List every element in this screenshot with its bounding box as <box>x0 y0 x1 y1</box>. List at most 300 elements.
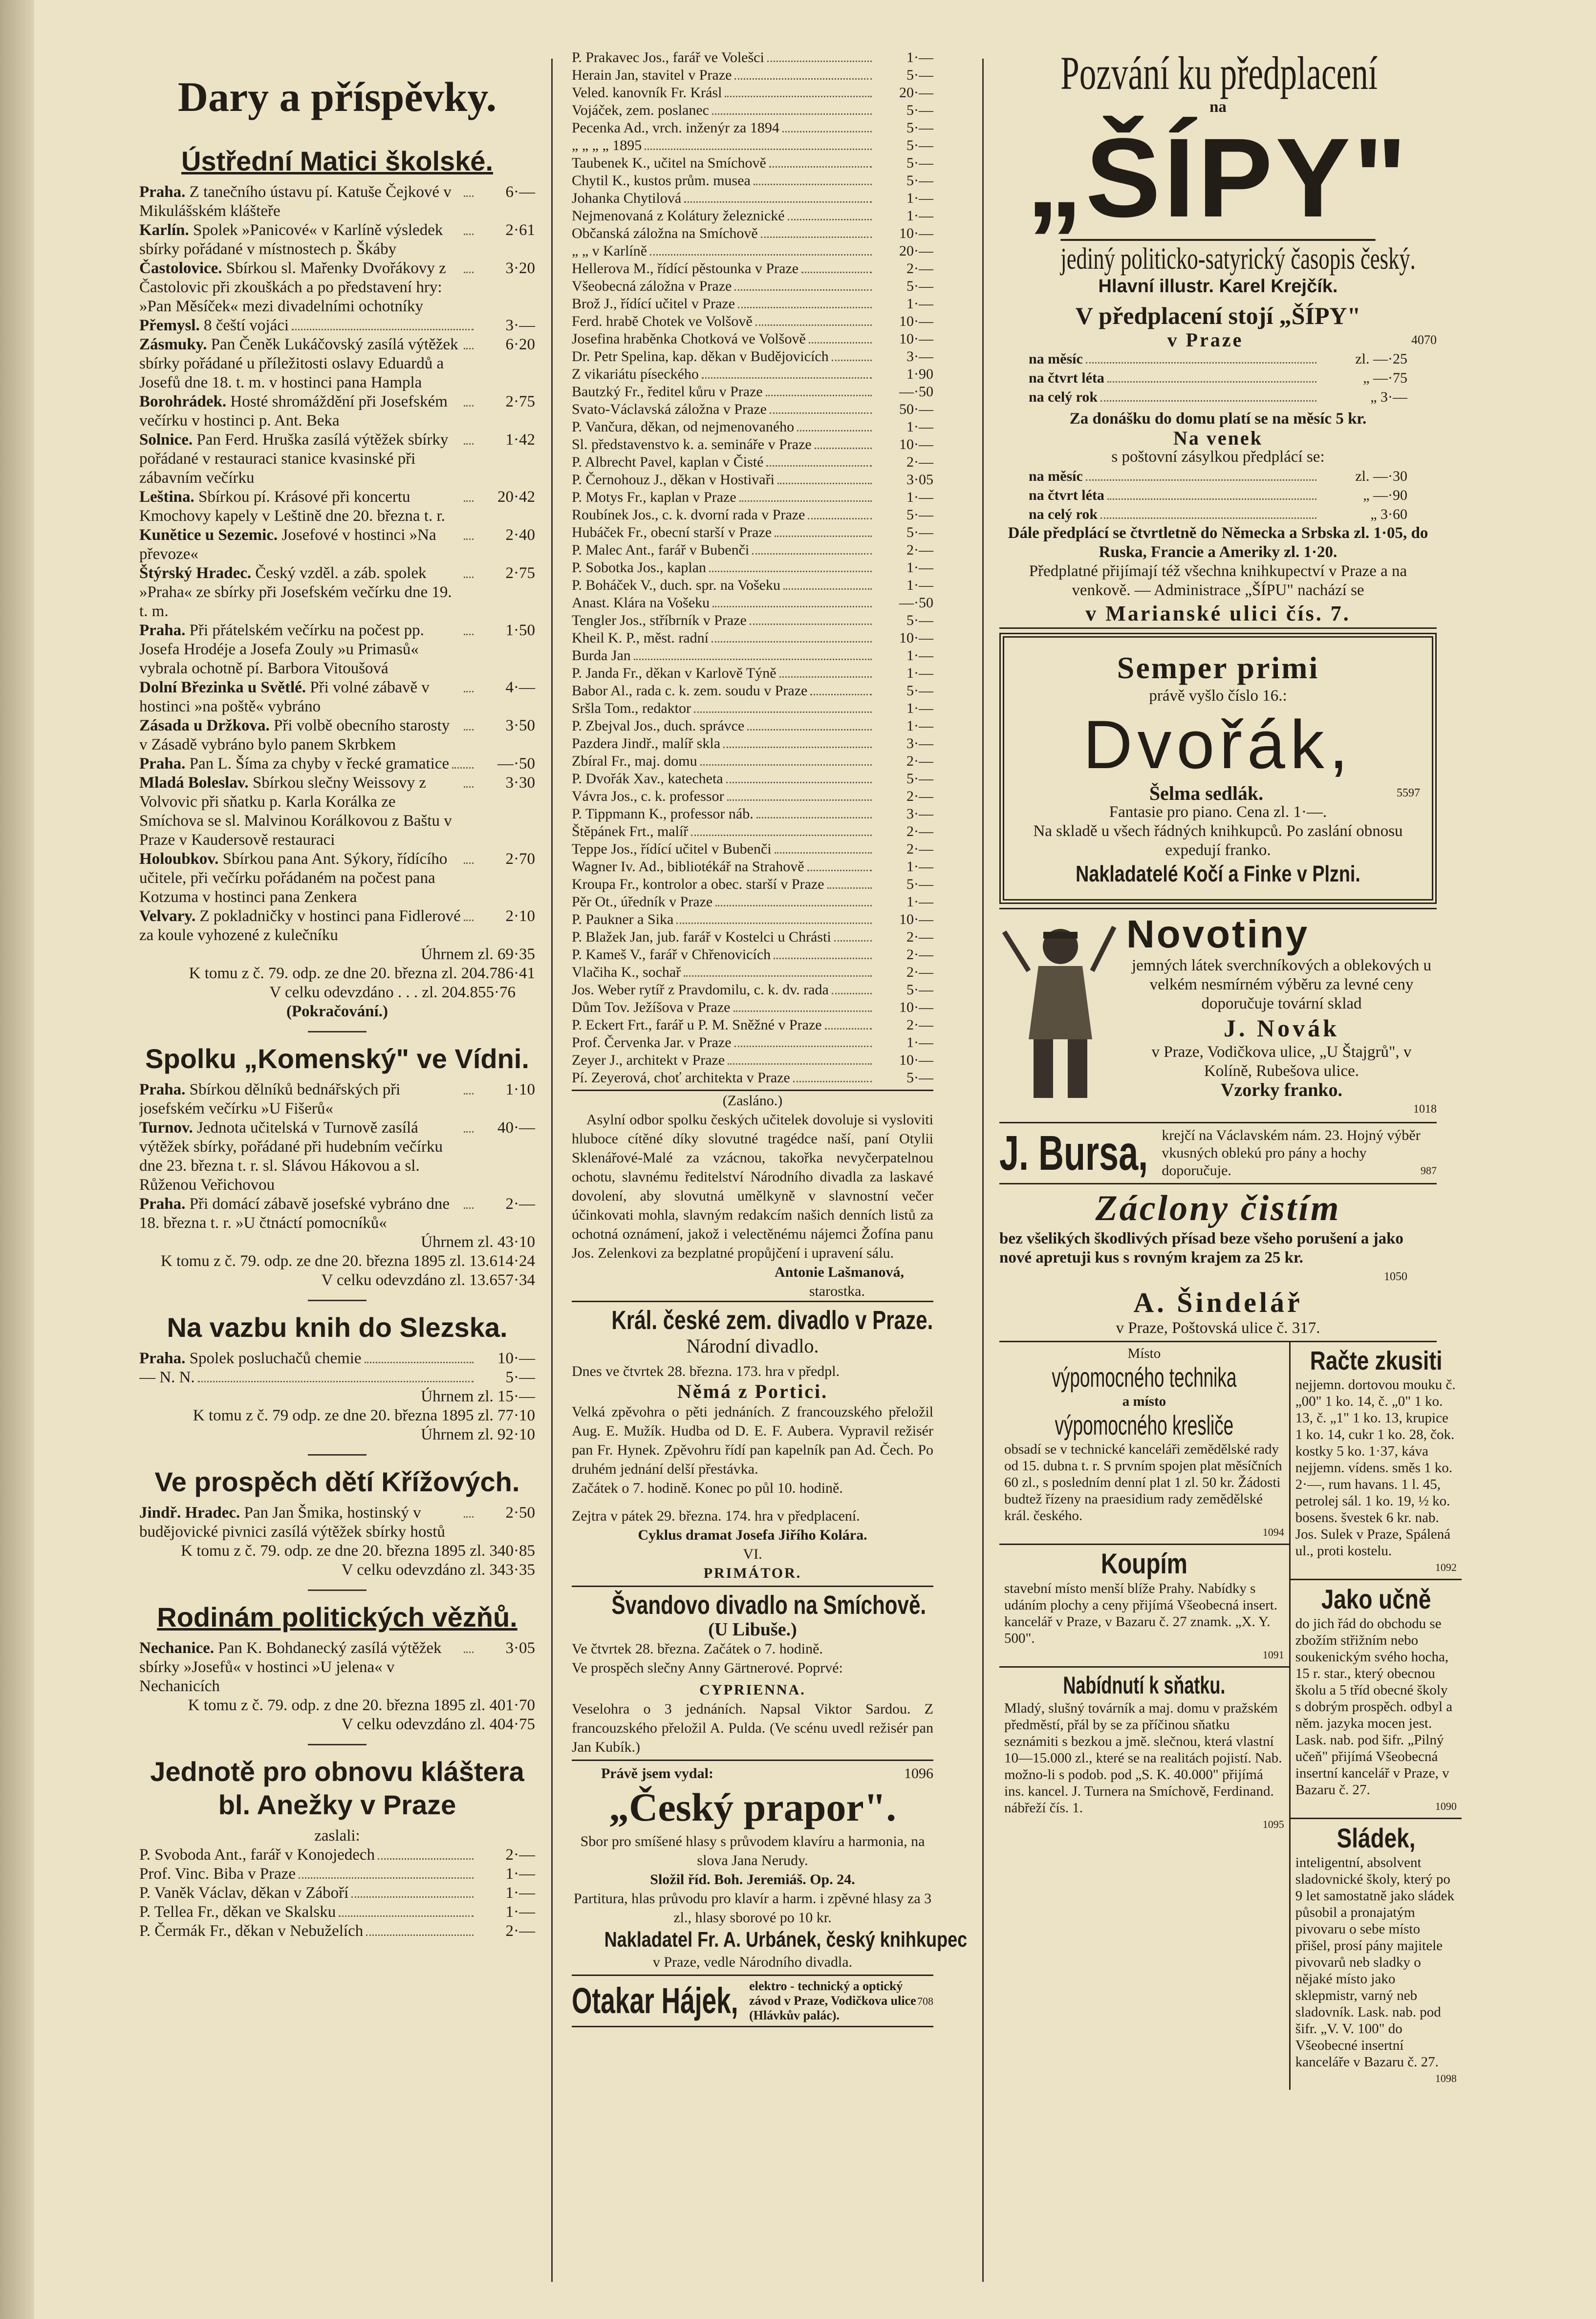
entry-text: Ferd. hrabě Chotek ve Volšově <box>572 313 753 329</box>
play-description: Velká zpěvohra o pěti jednáních. Z francouzského přeložil Aug. E. Mužík. Hudba od D. E. F. Aubera. Vypravil režisér pan Fr. Hynek. Zpěvohru řídí pan kapelník pan Ad. Čech. Po druhém jednání delší přestávka. <box>572 1404 933 1477</box>
leader-dots <box>770 412 872 414</box>
leader-dots <box>464 786 474 788</box>
entry-amount: —·50 <box>497 755 535 773</box>
leader-dots <box>815 448 872 449</box>
entry-amount: 1·90 <box>906 366 933 382</box>
zaclony-text: bez všelikých škodlivých přísad beze všeho porušení a jako nové apretuji kus s rovným krajem za 25 kr. <box>999 1230 1403 1267</box>
donation-entry <box>139 259 535 316</box>
donation-list <box>139 1503 535 1542</box>
entry-amount: 2·— <box>505 1846 535 1864</box>
ad-number: 4070 <box>1411 333 1437 347</box>
price-row <box>1029 467 1407 486</box>
price-value: „ —·75 <box>1363 370 1407 386</box>
entry-place: Borohrádek. <box>139 393 227 410</box>
donation-entry <box>139 1368 535 1387</box>
entry-place: Přemysl. <box>139 317 200 334</box>
leader-dots <box>712 641 872 643</box>
entry-text: Sl. představenstvo k. a. semináře v Praze <box>572 436 812 452</box>
entry-text: Jos. Weber rytíř z Pravdomilu, c. k. dv. rada <box>572 982 829 998</box>
leader-dots <box>464 538 474 540</box>
previous-line: K tomu z č. 79. odp. ze dne 20. března 1895 zl. 340·85 <box>181 1542 535 1560</box>
company-name: Otakar Hájek, <box>572 1980 738 2021</box>
ad-text: Sbor pro smíšené hlasy s průvodem klavíru a harmonia, na slova Jana Nerudy. <box>580 1833 925 1868</box>
entry-amount: 2·61 <box>505 221 535 239</box>
leader-dots <box>793 1081 872 1082</box>
donation-entry <box>572 840 933 858</box>
leader-dots <box>464 195 474 197</box>
entry-text: Roubínek Jos., c. k. dvorní rada v Praze <box>572 507 805 523</box>
donation-entry <box>572 682 933 700</box>
sipy-outside: Na venek <box>1173 427 1263 449</box>
entry-text: Herain Jan, stavitel v Praze <box>572 67 732 83</box>
entry-amount: 10·— <box>899 225 933 241</box>
ad-number: 1092 <box>1435 1561 1457 1573</box>
entry-text: P. Zbejval Jos., duch. správce <box>572 718 745 734</box>
donation-entry <box>139 430 535 488</box>
entry-amount: 5·— <box>906 507 933 523</box>
entry-text: „ „ „ „ 1895 <box>572 137 642 153</box>
donation-entry <box>572 102 933 119</box>
donation-entry <box>572 1016 933 1034</box>
price-label: na čtvrt léta <box>1029 487 1104 503</box>
leader-dots <box>684 975 872 977</box>
donation-entry <box>572 49 933 66</box>
column-rule-1 <box>551 59 553 2282</box>
entry-text: „ „ v Karlíně <box>572 243 647 259</box>
ad-number: 1091 <box>1262 1649 1284 1661</box>
donation-list <box>139 1639 535 1696</box>
donation-entry <box>572 154 933 172</box>
donation-entry <box>139 1639 535 1696</box>
entry-amount: 1·— <box>906 296 933 312</box>
entry-text: Nejmenovaná z Kolátury železnické <box>572 208 785 224</box>
entry-text: — N. N. <box>139 1369 195 1386</box>
bursa-name: J. Bursa, <box>999 1126 1148 1181</box>
entry-text: P. Čermák Fr., děkan v Nebuželích <box>139 1922 364 1940</box>
performance-line: Ve čtvrtek 28. března. Začátek o 7. hodině. <box>572 1641 823 1657</box>
entry-text: P. Albrecht Pavel, kaplan v Čisté <box>572 454 764 470</box>
leader-dots <box>634 659 872 660</box>
price-row <box>1029 368 1407 387</box>
ad-text: inteligentní, absolvent sladovnické školy, který po 9 let samostatně jako sládek působil a pronajatým pivovaru o sebe místo přišel, prosí pány majitele pivovarů neb sladky o nějaké místo jako sklepmistr, varný neb sladovník. Lask. nab. pod šifr. „V. V. 100" do Všeobecné insertní kanceláře v Bazaru č. 27. <box>1295 1855 1455 2070</box>
entry-text: Vojáček, zem. poslanec <box>572 102 710 118</box>
leader-dots <box>725 96 872 97</box>
leader-dots <box>1100 517 1316 519</box>
leader-dots <box>754 184 872 185</box>
entry-text: Kheil K. P., měst. radní <box>572 630 709 646</box>
leader-dots <box>464 691 474 692</box>
leader-dots <box>750 623 872 625</box>
man-illustration <box>999 912 1122 1108</box>
leader-dots <box>464 405 474 407</box>
leader-dots <box>834 940 872 942</box>
leader-dots <box>797 430 872 431</box>
entry-text: Hellerova M., řídící pěstounka v Praze <box>572 260 799 277</box>
zaslano-text: Asylní odbor spolku českých učitelek dovoluje si vysloviti hluboce cítěné díky slovutné tragédce naší, paní Otylii Sklenářové-Malé za vzácnou, takořka nevyčerpatelnou ochotu, slavnému ředitelství Národního divadla za laskavé dovolení, aby slovutná umělkyně v slavnostní večer účinkovati mohla, slavným redakcím našich denních listů za ochotná oznámení, jakož i velectěnému nájemci Žofína panu Jos. Zelenkovi za bezplatné propůjčení i upravení sálu. <box>572 1112 933 1261</box>
entry-text: Občanská záložna na Smíchově <box>572 225 758 241</box>
section-heading: Ústřední Matici školské. <box>181 146 493 176</box>
sum-line: Úhrnem zl. 15·— <box>421 1388 535 1405</box>
price-value: „ 3·60 <box>1370 506 1407 522</box>
entry-amount: 2·— <box>505 1922 535 1940</box>
entry-amount: 1·— <box>906 577 933 593</box>
entry-amount: 1·— <box>505 1865 535 1883</box>
donation-entry <box>139 392 535 430</box>
ad-number: 1094 <box>1262 1526 1284 1538</box>
price-row <box>1029 505 1407 524</box>
ad-intro: Právě jsem vydal: <box>601 1765 713 1782</box>
entry-amount: 1·10 <box>505 1081 535 1098</box>
leader-dots <box>464 1093 474 1095</box>
donation-entry <box>572 647 933 665</box>
entry-text: Zbíral Fr., maj. domu <box>572 753 697 769</box>
theatre-heading: Král. české zem. divadlo v Praze. <box>611 1306 933 1335</box>
play-title: PRIMÁTOR. <box>703 1565 802 1581</box>
publisher-name: Nakladatel Fr. A. Urbánek, český knihkupec <box>604 1928 968 1952</box>
leader-dots <box>726 782 872 783</box>
leader-dots <box>464 634 474 635</box>
donation-entry <box>572 717 933 735</box>
donation-entry <box>572 436 933 453</box>
entry-text: P. Kameš V., farář v Chřenovicích <box>572 946 771 963</box>
leader-dots <box>452 767 474 769</box>
entry-place: Praha. <box>139 183 186 201</box>
leader-dots <box>738 307 872 308</box>
leader-dots <box>464 443 474 445</box>
donation-entry <box>139 1846 535 1865</box>
sipy-invitation: Pozvání ku předplacení <box>1060 47 1378 99</box>
separator <box>308 1589 367 1591</box>
donation-entry <box>572 84 933 102</box>
entry-text: Prof. Vinc. Biba v Praze <box>139 1865 296 1883</box>
donation-entry <box>572 348 933 365</box>
donation-entry <box>572 278 933 295</box>
entry-text: Při domácí zábavě josefské vybráno dne 18. března t. r. »U čtnáctí pomocníků« <box>139 1195 450 1232</box>
entry-text: Sbírkou slečny Weissovy z Volvovic při sňatku p. Karla Korálka ze Smíchova se sl. Malvinou Korálkovou z Baštu v Praze v Kaudersově restauraci <box>139 774 452 849</box>
play-description: Veselohra o 3 jednáních. Napsal Viktor Sardou. Z francouzského přeložil A. Pulda. (Ve scénu uvedl režisér pan Jan Kubík.) <box>572 1701 933 1755</box>
leader-dots <box>198 1381 474 1382</box>
entry-text: Prof. Červenka Jar. v Praze <box>572 1034 732 1051</box>
zaslano-heading: (Zasláno.) <box>722 1093 783 1109</box>
entry-amount: 5·— <box>906 67 933 83</box>
previous-line: K tomu z č. 79. odp. z dne 20. března 1895 zl. 401·70 <box>188 1696 535 1714</box>
entry-text: P. Blažek Jan, jub. farář v Kostelci u Chrásti <box>572 929 831 945</box>
entry-amount: 2·— <box>906 753 933 769</box>
leader-dots <box>775 536 872 537</box>
leader-dots <box>464 729 474 730</box>
leader-dots <box>464 272 474 273</box>
leader-dots <box>650 254 872 256</box>
leader-dots <box>691 835 872 836</box>
theatre-subheading: Národní divadlo. <box>686 1335 819 1357</box>
leader-dots <box>1100 400 1316 402</box>
entry-amount: 2·70 <box>505 850 535 868</box>
entry-amount: 2·— <box>505 1195 535 1213</box>
entry-amount: 1·— <box>906 718 933 734</box>
price-table <box>999 467 1437 524</box>
previous-line: K tomu z č. 79. odp. ze dne 20. března 1895 zl. 13.614·24 <box>160 1252 535 1270</box>
donation-entry <box>139 716 535 754</box>
donation-entry <box>139 1349 535 1368</box>
donation-entry <box>139 678 535 716</box>
entry-place: Velvary. <box>139 907 196 925</box>
entry-amount: 6·20 <box>505 336 535 353</box>
entry-text: Hosté shromáždění při Josefském večírku v hostinci p. Ant. Beka <box>139 393 448 429</box>
entry-text: Sbírkou pí. Krásové při koncertu Kmochovy kapely v Leštině dne 20. března t. r. <box>139 488 445 525</box>
donation-entry <box>572 190 933 207</box>
separator <box>308 1300 367 1301</box>
entry-amount: 1·— <box>906 419 933 435</box>
play-title: CYPRIENNA. <box>699 1682 806 1698</box>
bursa-text: krejčí na Václavském nám. 23. Hojný výběr vkusných oblekú pro pány a hochy doporučuje. <box>1162 1127 1421 1179</box>
donation-entry <box>572 418 933 436</box>
entry-amount: 5·— <box>906 172 933 189</box>
zaclony-address: v Praze, Poštovská ulice č. 317. <box>1116 1319 1320 1337</box>
entry-text: Jednota učitelská v Turnově zasílá výtěžek sbírky, pořádané při hudebním večírku dne 23. března t. r. sl. Slávou Hákovou a sl. Růženou Veřichovou <box>139 1119 443 1194</box>
novak-text: jemných látek sverchníkových a oblekových u velkém nesmírném výběru za levné ceny doporučuje tovární sklad <box>1131 957 1432 1012</box>
donation-entry <box>572 594 933 612</box>
dvorak-issue: právě vyšlo číslo 16.: <box>1149 687 1287 705</box>
leader-dots <box>775 852 872 854</box>
donation-entry <box>572 365 933 383</box>
leader-dots <box>739 500 872 502</box>
entry-amount: 1·— <box>906 1034 933 1051</box>
price-label: na měsíc <box>1029 351 1083 367</box>
donation-entry <box>572 999 933 1016</box>
sipy-address: v Marianské ulici čís. 7. <box>999 600 1437 629</box>
donation-entry <box>572 453 933 471</box>
leader-dots <box>782 131 872 132</box>
leader-dots <box>709 571 872 572</box>
entry-place: Leština. <box>139 488 194 506</box>
price-value: „ —·90 <box>1363 487 1407 503</box>
leader-dots <box>1086 479 1316 481</box>
separator <box>308 1454 367 1456</box>
entry-amount: 1·— <box>906 489 933 505</box>
entry-amount: 1·— <box>906 49 933 65</box>
continuation-note: (Pokračování.) <box>286 1003 388 1020</box>
donation-entry <box>139 1922 535 1941</box>
donation-entry <box>139 1865 535 1884</box>
entry-amount: 5·— <box>906 771 933 787</box>
leader-dots <box>827 887 872 889</box>
hajek-ad <box>572 1975 933 2027</box>
entry-text: Z tanečního ústavu pí. Katuše Čejkové v Mikulášském klášteře <box>139 183 452 220</box>
leader-dots <box>464 1207 474 1209</box>
entry-amount: 2·40 <box>505 526 535 544</box>
donation-entry <box>139 850 535 907</box>
entry-amount: 3·05 <box>505 1639 535 1657</box>
entry-text: Josefina hraběnka Chotková ve Volšově <box>572 331 806 347</box>
entry-amount: 2·— <box>906 260 933 277</box>
ad-text: Partitura, hlas průvodu pro klavír a harm. i zpěvné hlasy za 3 zl., hlasy sborové po 10 kr. <box>573 1890 932 1926</box>
price-label: na měsíc <box>1029 468 1083 484</box>
leader-dots <box>464 577 474 578</box>
donation-entry <box>139 1195 535 1233</box>
leader-dots <box>734 1046 872 1047</box>
leader-dots <box>292 329 474 330</box>
sipy-bookshops: Předplatné přijímají též všechna knihkupectví v Praze a na venkově. — Administrace „ŠÍPU" nachází se <box>1029 562 1407 599</box>
page-title: Dary a příspěvky. <box>177 73 497 120</box>
donation-entry <box>139 183 535 221</box>
novak-address: v Praze, Vodičkova ulice, „U Štajgrů", v Kolíně, Rubešova ulice. <box>1151 1043 1412 1080</box>
zaclony-name: A. Šindelář <box>1133 1287 1303 1318</box>
entry-place: Solnice. <box>139 431 193 449</box>
dvorak-title: Šelma sedlák. <box>1149 782 1264 804</box>
section-heading: Na vazbu knih do Slezska. <box>167 1312 508 1343</box>
entry-text: Bautzký Fr., ředitel kůru v Praze <box>572 384 763 400</box>
ad-number: 987 <box>1421 1164 1437 1177</box>
donation-entry <box>139 564 535 621</box>
cycle-number: VI. <box>743 1546 762 1562</box>
entry-text: Při volbě obecního starosty v Zásadě vybráno bylo panem Skrbkem <box>139 717 450 753</box>
ad-title: „Český prapor". <box>609 1785 896 1829</box>
sipy-quarterly: Dále předplácí se čtvrtletně do Německa a Srbska zl. 1·05, do Ruska, Francie a Ameriky zl. 1·20. <box>1008 524 1428 561</box>
entry-text: Brož J., řídící učitel v Praze <box>572 296 735 312</box>
sipy-na: na <box>1209 98 1227 116</box>
entry-amount: 3·— <box>906 806 933 822</box>
donation-entry <box>572 928 933 946</box>
total-line: Úhrnem zl. 92·10 <box>421 1426 535 1443</box>
leader-dots <box>832 360 872 361</box>
entry-amount: 1·— <box>906 559 933 576</box>
donation-entry <box>572 541 933 559</box>
donation-entry <box>139 316 535 335</box>
donation-entry <box>572 805 933 823</box>
leader-dots <box>464 1516 474 1518</box>
entry-amount: 3·— <box>906 735 933 752</box>
price-value: zl. —·30 <box>1355 468 1407 484</box>
entry-amount: 1·— <box>906 208 933 224</box>
entry-amount: 5·— <box>906 612 933 628</box>
leader-dots <box>825 1028 872 1030</box>
donation-entry <box>572 946 933 964</box>
entry-amount: 2·— <box>906 1017 933 1033</box>
leader-dots <box>464 862 474 864</box>
leader-dots <box>464 234 474 235</box>
dvorak-motto: Semper primi <box>1117 650 1319 685</box>
entry-place: Zásada u Držkova. <box>139 717 270 734</box>
total-line: V celku odevzdáno zl. 13.657·34 <box>321 1271 535 1289</box>
leader-dots <box>788 219 872 220</box>
donation-entry <box>572 295 933 313</box>
performance-time: Začátek o 7. hodině. Konec po půl 10. hodině. <box>572 1480 843 1496</box>
entry-text: Spolek posluchačů chemie <box>189 1350 362 1367</box>
entry-amount: 2·75 <box>505 564 535 582</box>
entry-place: Praha. <box>139 1195 186 1213</box>
theatre-subheading: (U Libuše.) <box>708 1619 797 1640</box>
donation-entry <box>572 911 933 928</box>
entry-amount: 3·50 <box>505 717 535 734</box>
donation-entry <box>572 401 933 418</box>
cycle-title: Cyklus dramat Josefa Jiřího Kolára. <box>638 1527 867 1543</box>
entry-text: Burda Jan <box>572 647 631 664</box>
leader-dots <box>1107 498 1316 500</box>
entry-text: Pecenka Ad., vrch. inženýr za 1894 <box>572 120 779 136</box>
entry-place: Mladá Boleslav. <box>139 774 249 792</box>
previous-line: K tomu z č. 79. odp. ze dne 20. března zl. 204.786·41 <box>189 965 535 982</box>
ad-title: výpomocného technika <box>1052 1362 1237 1393</box>
entry-text: P. Vaněk Václav, děkan v Záboří <box>139 1884 349 1902</box>
entry-text: Při přátelském večírku na počest pp. Josefa Hrodéje a Josefa Zouly »u Primasů« vybrala ochotně pí. Barbora Vitoušová <box>139 622 424 677</box>
entry-amount: 3·— <box>505 317 535 334</box>
entry-text: Pan Ferd. Hruška zasílá výtěžek sbírky pořádané v restauraci stanice kvasinské při zábavním večírku <box>139 431 449 487</box>
entry-amount: 5·— <box>906 876 933 892</box>
leader-dots <box>801 272 872 273</box>
entry-amount: 1·— <box>906 894 933 910</box>
donation-entry <box>572 66 933 84</box>
entry-amount: 10·— <box>899 313 933 329</box>
entry-text: Chytil K., kustos prům. musea <box>572 172 751 189</box>
sipy-subtitle: jediný politicko-satyrický časopis český. <box>1060 239 1375 277</box>
sipy-illustrator: Hlavní illustr. Karel Krejčík. <box>1098 276 1338 297</box>
donation-entry <box>572 524 933 541</box>
entry-text: Pěr Ot., úředník v Praze <box>572 894 713 910</box>
entry-amount: 5·— <box>906 982 933 998</box>
entry-text: P. Prakavec Jos., farář ve Volešci <box>572 49 764 65</box>
donation-entry <box>572 788 933 805</box>
play-title: Němá z Portici. <box>677 1380 828 1402</box>
ad-text: nejjemn. dortovou mouku č. „00" 1 ko. 14, č. „0" 1 ko. 13, č. „1" 1 ko. 13, krupice 1 ko. 14, cukr 1 ko. 28, čok. kostky 5 ko. 1·37, káva nejjemn. vídens. směs 1 ko. 2·—, rum havans. 1 l. 45, petrolej sál. 1 ko. 19, ½ ko. bosens. švestek 6 kr. nab. Jos. Sulek v Praze, Spálená ul., proti kostelu. <box>1295 1377 1456 1559</box>
leader-dots <box>712 606 872 607</box>
donation-entry <box>139 621 535 678</box>
entry-amount: 1·50 <box>505 622 535 639</box>
entry-text: P. Tippmann K., professor náb. <box>572 806 754 822</box>
ad-title: výpomocného kresliče <box>1055 1410 1234 1440</box>
sipy-prague: v Praze <box>1167 329 1244 351</box>
zaclony-title: Záclony čistím <box>1095 1188 1341 1228</box>
donation-entry <box>572 893 933 911</box>
donation-entry <box>572 506 933 524</box>
donation-entry <box>572 964 933 981</box>
entry-amount: 3·20 <box>505 259 535 277</box>
bursa-ad <box>999 1122 1437 1183</box>
ad-title: Račte zkusiti <box>1310 1346 1443 1375</box>
leader-dots <box>761 236 872 238</box>
entry-text: Sršla Tom., redaktor <box>572 700 691 716</box>
donation-entry <box>572 752 933 770</box>
donation-entry <box>572 207 933 225</box>
donation-entry <box>139 221 535 259</box>
leader-dots <box>378 1858 474 1860</box>
entry-text: Štěpánek Frt., malíř <box>572 823 689 839</box>
zaclony-ad <box>999 1183 1437 1341</box>
leader-dots <box>339 1915 474 1917</box>
ad-text: do jich řád do obchodu se zbožím střižním nebo soukenickým svého hocha, 15 r. star., který obecnou školu a 5 tříd obecné školy s dobrým prospěch. odbyl a něm. jazyka mocen jest. Lask. nab. pod šifr. „Pilný učeň" přijímá Všeobecná insertní kancelář v Praze, v Bazaru č. 27. <box>1295 1616 1453 1798</box>
ad-text: obsadí se v technické kanceláři zemědělské rady od 15. dubna t. r. S prvním spojen plat měsíčních 60 zl., s posledním denní plat 1 zl. 50 kr. Žádosti budtež řízeny na praesidium rady zemědělské král. českého. <box>1004 1441 1282 1524</box>
dvorak-ad <box>999 633 1437 904</box>
leader-dots <box>807 870 872 871</box>
leader-dots <box>351 1896 474 1898</box>
entry-amount: 4·— <box>505 679 535 696</box>
donation-entry <box>572 823 933 840</box>
leader-dots <box>464 1652 474 1653</box>
leader-dots <box>702 377 872 379</box>
entry-text: Anast. Klára na Vošeku <box>572 595 710 611</box>
entry-text: Pan K. Bohdanecký zasílá výtěžek sbírky »Josefů« v hostinci »U jelena« v Nechanicích <box>139 1639 442 1695</box>
ad-text: stavební místo menší blíže Prahy. Nabídky s udáním plochy a ceny přijímá Všeobecná insert. kancelář v Praze, v Bazaru č. 27 znamk. „X. Y. 500". <box>1004 1581 1278 1646</box>
sipy-prague-row <box>999 330 1437 349</box>
donation-entry <box>572 172 933 190</box>
section-heading: Jednotě pro obnovu kláštera bl. Anežky v Praze <box>150 1756 524 1820</box>
ad-title: Jako učně <box>1321 1584 1431 1614</box>
leader-dots <box>779 676 872 678</box>
entry-amount: 10·— <box>497 1350 535 1367</box>
donor-list <box>572 49 933 1087</box>
entry-place: Holoubkov. <box>139 850 219 868</box>
entry-amount: 5·— <box>505 1369 535 1386</box>
entry-amount: 1·— <box>505 1903 535 1921</box>
